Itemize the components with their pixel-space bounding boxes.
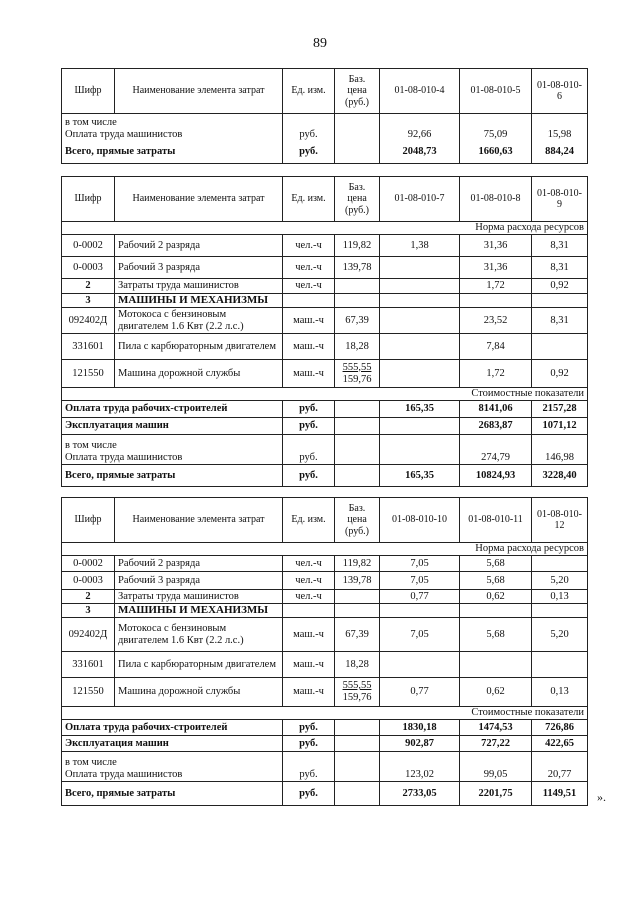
cell-value	[380, 418, 460, 435]
row-code: 0-0002	[62, 235, 115, 257]
row-name: Пила с карбюраторным двигателем	[115, 334, 283, 360]
row-price: 18,28	[335, 334, 380, 360]
row-unit: руб.	[283, 782, 335, 806]
cell-value: 5,68	[460, 556, 532, 572]
cell-value: 2201,75	[460, 782, 532, 806]
row-unit: руб.	[283, 720, 335, 736]
row-price-old: 555,55	[342, 680, 372, 691]
cell-value: 5,20	[532, 572, 588, 590]
cell-value: 2683,87	[460, 418, 532, 435]
cell-value	[380, 360, 460, 388]
cell-value: 123,02	[380, 752, 460, 782]
table-row	[62, 782, 588, 806]
table-row	[62, 294, 588, 308]
cell-value	[532, 652, 588, 678]
table-row	[62, 720, 588, 736]
cell-value	[532, 334, 588, 360]
section-norm: Норма расхода ресурсов	[62, 222, 588, 235]
cell-value: 5,68	[460, 572, 532, 590]
cell-value: 1,72	[460, 360, 532, 388]
row-unit: маш.-ч	[283, 334, 335, 360]
row-unit: чел.-ч	[283, 235, 335, 257]
row-name: Эксплуатация машин	[62, 736, 283, 752]
cell-value: 165,35	[380, 401, 460, 418]
row-name: МАШИНЫ И МЕХАНИЗМЫ	[115, 604, 283, 618]
row-unit: маш.-ч	[283, 678, 335, 707]
cell-value: 1,72	[460, 279, 532, 294]
cell-value	[380, 334, 460, 360]
cell-value: 0,92	[532, 360, 588, 388]
cell-value: 0,62	[460, 590, 532, 604]
header-code: Шифр	[62, 177, 115, 222]
row-name: Оплата труда рабочих-строителей	[62, 720, 283, 736]
row-unit: маш.-ч	[283, 360, 335, 388]
header-price: Баз. цена (руб.)	[335, 177, 380, 222]
cell-value: 8141,06	[460, 401, 532, 418]
page-number: 89	[313, 36, 327, 51]
header-name: Наименование элемента затрат	[115, 498, 283, 543]
row-price: 119,82	[335, 235, 380, 257]
header-unit: Ед. изм.	[283, 177, 335, 222]
incl-label: в том числе	[65, 117, 117, 129]
cell-value: 20,77	[532, 752, 588, 782]
row-unit: чел.-ч	[283, 590, 335, 604]
cell-value: 31,36	[460, 257, 532, 279]
cell-value: 165,35	[380, 465, 460, 487]
row-name: Мотокоса с бензиновым двигателем 1.6 Квт (2.2 л.с.)	[115, 618, 283, 652]
row-name: Рабочий 2 разряда	[115, 235, 283, 257]
row-code: 331601	[62, 652, 115, 678]
table-row	[62, 556, 588, 572]
cell-value: 31,36	[460, 235, 532, 257]
row-name: Машина дорожной службы	[115, 360, 283, 388]
cell-value: 5,68	[460, 618, 532, 652]
cell-value: 274,79	[460, 435, 532, 465]
cell-value: 146,98	[532, 435, 588, 465]
row-unit: руб.	[283, 401, 335, 418]
row-name: Оплата труда машинистов	[65, 769, 183, 781]
header-col-1: 01-08-010-10	[380, 498, 460, 543]
row-unit: руб.	[283, 142, 335, 164]
cell-value: 422,65	[532, 736, 588, 752]
row-unit: руб.	[283, 736, 335, 752]
cell-value: 0,77	[380, 590, 460, 604]
cell-value	[460, 652, 532, 678]
incl-label: в том числе	[65, 440, 117, 451]
table-row	[62, 465, 588, 487]
table-1	[61, 68, 588, 164]
row-name: Всего, прямые затраты	[62, 142, 283, 164]
row-unit: руб.	[283, 114, 335, 142]
row-name: МАШИНЫ И МЕХАНИЗМЫ	[115, 294, 283, 308]
cell-value: 15,98	[532, 114, 588, 142]
header-col-2: 01-08-010-11	[460, 498, 532, 543]
table-row	[62, 678, 588, 707]
cell-value: 7,05	[380, 556, 460, 572]
row-name: Всего, прямые затраты	[62, 782, 283, 806]
row-unit: чел.-ч	[283, 279, 335, 294]
row-price: 159,76	[342, 692, 372, 704]
row-price: 18,28	[335, 652, 380, 678]
header-col-1: 01-08-010-7	[380, 177, 460, 222]
cell-value: 0,77	[380, 678, 460, 707]
row-unit: руб.	[283, 465, 335, 487]
table-row	[62, 257, 588, 279]
header-name: Наименование элемента затрат	[115, 69, 283, 114]
row-code: 121550	[62, 360, 115, 388]
row-code: 092402Д	[62, 618, 115, 652]
table-row	[62, 401, 588, 418]
row-name: Оплата труда машинистов	[65, 452, 183, 464]
header-col-2: 01-08-010-5	[460, 69, 532, 114]
cell-value	[380, 257, 460, 279]
cell-value: 1149,51	[532, 782, 588, 806]
cell-value: 1,38	[380, 235, 460, 257]
row-code: 331601	[62, 334, 115, 360]
row-unit: чел.-ч	[283, 572, 335, 590]
cell-value: 3228,40	[532, 465, 588, 487]
section-norm: Норма расхода ресурсов	[62, 543, 588, 556]
cell-value: 99,05	[460, 752, 532, 782]
cell-value: 92,66	[380, 114, 460, 142]
header-name: Наименование элемента затрат	[115, 177, 283, 222]
table-row	[62, 114, 283, 142]
cell-value: 8,31	[532, 308, 588, 334]
row-name: Оплата труда машинистов	[65, 129, 183, 141]
table-3	[61, 497, 588, 806]
row-code: 121550	[62, 678, 115, 707]
row-code: 0-0003	[62, 572, 115, 590]
cell-value	[532, 556, 588, 572]
cell-value: 1830,18	[380, 720, 460, 736]
row-price: 67,39	[335, 618, 380, 652]
table-row	[62, 618, 588, 652]
cell-value: 2048,73	[380, 142, 460, 164]
row-price-old: 555,55	[342, 361, 372, 373]
cell-value: 726,86	[532, 720, 588, 736]
row-unit: чел.-ч	[283, 257, 335, 279]
row-name: Оплата труда рабочих-строителей	[62, 401, 283, 418]
table-row	[62, 334, 588, 360]
cell-value: 7,05	[380, 618, 460, 652]
table-row	[62, 572, 588, 590]
cell-value: 8,31	[532, 257, 588, 279]
row-unit: руб.	[283, 752, 335, 782]
cell-value: 1660,63	[460, 142, 532, 164]
header-unit: Ед. изм.	[283, 498, 335, 543]
cell-value: 884,24	[532, 142, 588, 164]
cell-value: 0,62	[460, 678, 532, 707]
row-code: 092402Д	[62, 308, 115, 334]
row-code: 0-0002	[62, 556, 115, 572]
table-row	[62, 235, 588, 257]
row-unit: руб.	[283, 418, 335, 435]
row-code: 2	[62, 590, 115, 604]
header-code: Шифр	[62, 69, 115, 114]
header-price: Баз. цена (руб.)	[335, 69, 380, 114]
table-row	[62, 418, 588, 435]
header-col-1: 01-08-010-4	[380, 69, 460, 114]
cell-value: 0,92	[532, 279, 588, 294]
cell-value: 7,84	[460, 334, 532, 360]
row-name: Всего, прямые затраты	[62, 465, 283, 487]
section-cost: Стоимостные показатели	[62, 707, 588, 720]
table-row	[62, 652, 588, 678]
cell-value	[380, 279, 460, 294]
table-row	[62, 360, 588, 388]
cell-value: 8,31	[532, 235, 588, 257]
table-row	[62, 590, 588, 604]
cell-value: 2157,28	[532, 401, 588, 418]
row-code: 3	[62, 294, 115, 308]
cell-value: 75,09	[460, 114, 532, 142]
row-name: Рабочий 2 разряда	[115, 556, 283, 572]
closing-quote: ».	[597, 790, 606, 804]
section-cost: Стоимостные показатели	[62, 388, 588, 401]
header-unit: Ед. изм.	[283, 69, 335, 114]
cell-value	[380, 652, 460, 678]
cell-value: 727,22	[460, 736, 532, 752]
table-row	[62, 736, 588, 752]
header-code: Шифр	[62, 498, 115, 543]
cell-value: 902,87	[380, 736, 460, 752]
row-name: Машина дорожной службы	[115, 678, 283, 707]
header-col-3: 01-08-010-12	[532, 498, 588, 543]
row-price: 119,82	[335, 556, 380, 572]
cell-value: 10824,93	[460, 465, 532, 487]
row-price: 159,76	[342, 373, 372, 385]
table-row	[62, 435, 588, 465]
cell-value: 0,13	[532, 590, 588, 604]
row-name: Затраты труда машинистов	[115, 590, 283, 604]
cell-value: 7,05	[380, 572, 460, 590]
row-price: 139,78	[335, 257, 380, 279]
row-unit: руб.	[283, 435, 335, 465]
row-name: Затраты труда машинистов	[115, 279, 283, 294]
cell-value: 0,13	[532, 678, 588, 707]
cell-value	[380, 308, 460, 334]
cell-value: 5,20	[532, 618, 588, 652]
row-price: 139,78	[335, 572, 380, 590]
incl-label: в том числе	[65, 757, 117, 768]
row-unit: чел.-ч	[283, 556, 335, 572]
cell-value	[380, 435, 460, 465]
cell-value: 1071,12	[532, 418, 588, 435]
row-name: Эксплуатация машин	[62, 418, 283, 435]
table-row	[62, 752, 588, 782]
header-col-2: 01-08-010-8	[460, 177, 532, 222]
row-unit: маш.-ч	[283, 652, 335, 678]
header-col-3: 01-08-010-9	[532, 177, 588, 222]
header-price: Баз. цена (руб.)	[335, 498, 380, 543]
cell-value: 2733,05	[380, 782, 460, 806]
row-price: 67,39	[335, 308, 380, 334]
row-name: Рабочий 3 разряда	[115, 572, 283, 590]
row-name: Мотокоса с бензиновым двигателем 1.6 Квт (2.2 л.с.)	[115, 308, 283, 334]
table-row	[62, 604, 588, 618]
row-name: Рабочий 3 разряда	[115, 257, 283, 279]
table-row	[62, 308, 588, 334]
header-col-3: 01-08-010-6	[532, 69, 588, 114]
table-2	[61, 176, 588, 487]
row-code: 2	[62, 279, 115, 294]
row-code: 3	[62, 604, 115, 618]
cell-value: 1474,53	[460, 720, 532, 736]
row-name: Пила с карбюраторным двигателем	[115, 652, 283, 678]
table-row	[62, 279, 588, 294]
row-unit: маш.-ч	[283, 618, 335, 652]
cell-value: 23,52	[460, 308, 532, 334]
row-code: 0-0003	[62, 257, 115, 279]
row-unit: маш.-ч	[283, 308, 335, 334]
